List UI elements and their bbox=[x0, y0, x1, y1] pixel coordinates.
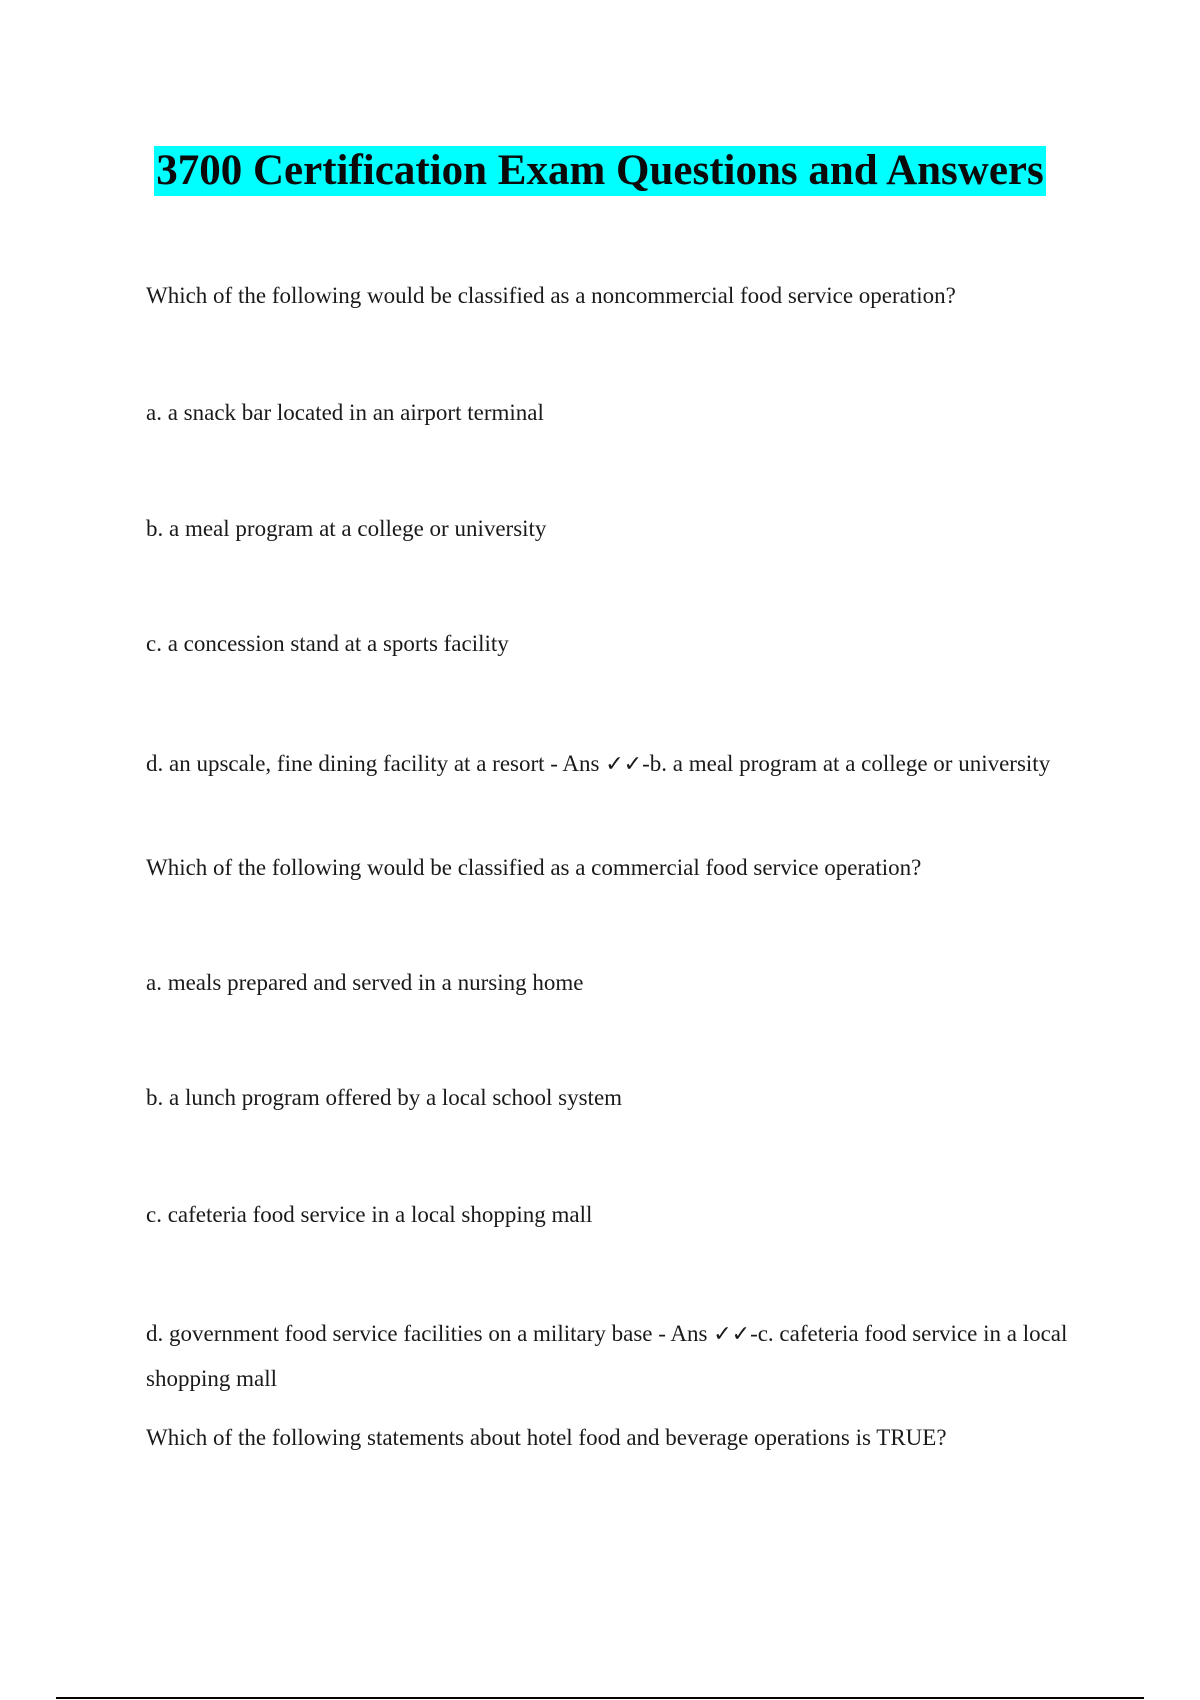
page-bottom-rule bbox=[56, 1697, 1144, 1699]
question-1-option-b: b. a meal program at a college or university bbox=[146, 516, 547, 541]
question-1-option-a: a. a snack bar located in an airport terminal bbox=[146, 400, 544, 425]
title-container bbox=[0, 146, 1200, 196]
question-2-text: Which of the following would be classified as a commercial food service operation? bbox=[146, 855, 922, 880]
document-title: 3700 Certification Exam Questions and Answers bbox=[156, 147, 1044, 194]
question-1-option-c: c. a concession stand at a sports facility bbox=[146, 631, 509, 656]
question-2-option-d-with-answer bbox=[146, 1312, 1076, 1401]
question-1-text: Which of the following would be classified as a noncommercial food service operation? bbox=[146, 283, 956, 308]
question-1-answer: -b. a meal program at a college or university bbox=[642, 751, 1051, 776]
question-1-option-d-with-answer bbox=[146, 742, 1076, 787]
question-3-text: Which of the following statements about hotel food and beverage operations is TRUE? bbox=[146, 1425, 947, 1450]
question-1-option-d: d. an upscale, fine dining facility at a resort - Ans bbox=[146, 751, 600, 776]
question-2-option-a: a. meals prepared and served in a nursing home bbox=[146, 970, 584, 995]
answer-check-icon: ✓✓ bbox=[713, 1322, 751, 1347]
question-2-answer: -c. cafeteria food service in a local shopping mall bbox=[146, 1321, 1068, 1391]
question-2-option-c: c. cafeteria food service in a local shopping mall bbox=[146, 1202, 593, 1227]
question-2-option-b: b. a lunch program offered by a local school system bbox=[146, 1085, 623, 1110]
question-2-option-d: d. government food service facilities on a military base - Ans bbox=[146, 1321, 708, 1346]
answer-check-icon: ✓✓ bbox=[605, 752, 643, 777]
